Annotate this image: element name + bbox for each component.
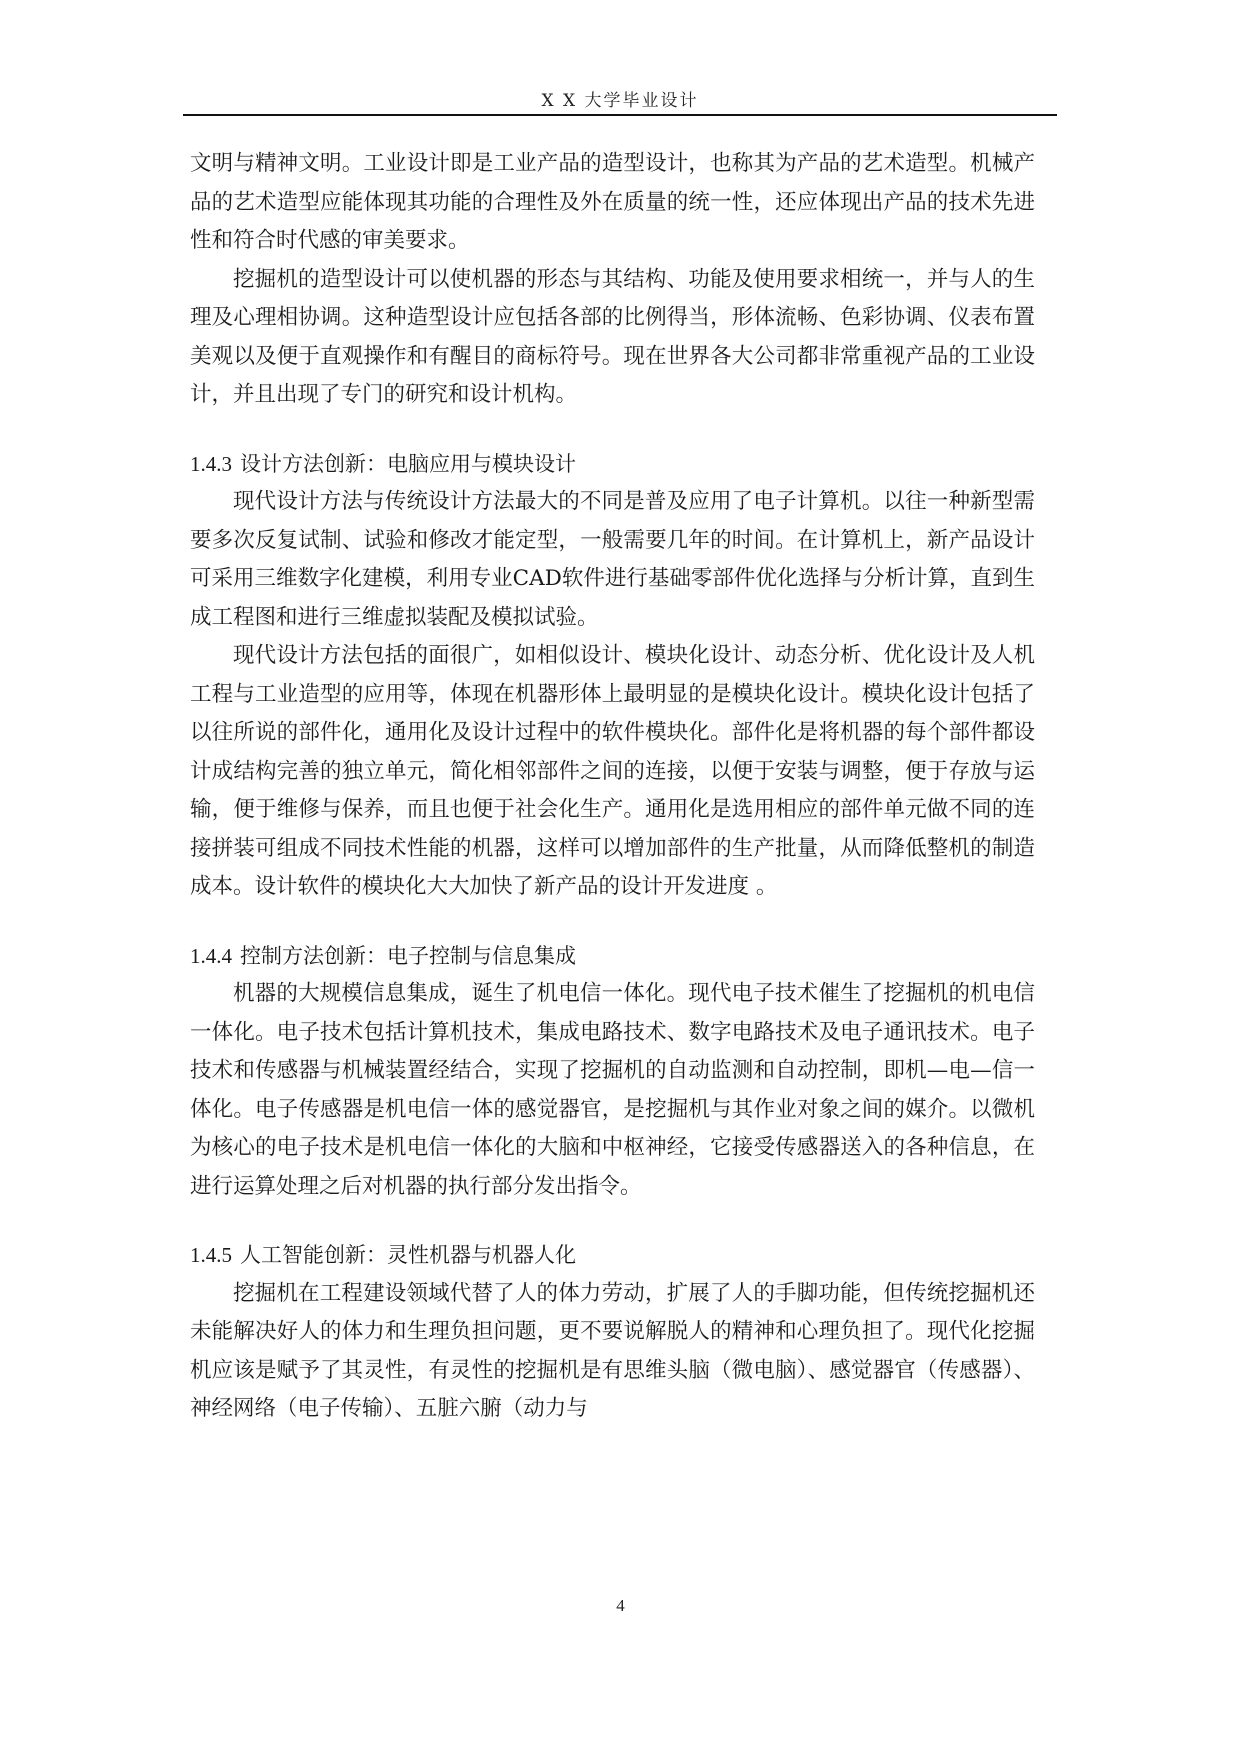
section-number: 1.4.5 — [190, 1243, 232, 1267]
section-title: 控制方法创新：电子控制与信息集成 — [240, 943, 576, 968]
section-number: 1.4.4 — [190, 943, 232, 968]
body-paragraph: 文明与精神文明。工业设计即是工业产品的造型设计，也称其为产品的艺术造型。机械产品的艺术造型应能体现其功能的合理性及外在质量的统一性，还应体现出产品的技术先进性和符合时代感的审美要求。 — [190, 151, 1035, 253]
page-header-title: X X 大学毕业设计 — [541, 91, 699, 111]
body-paragraph: 机器的大规模信息集成，诞生了机电信一体化。现代电子技术催生了挖掘机的机电信一体化。电子技术包括计算机技术，集成电路技术、数字电路技术及电子通讯技术。电子技术和传感器与机械装置经结合，实现了挖掘机的自动监测和自动控制，即机—电—信一体化。电子传感器是机电信一体的感觉器官，是挖掘机与其作业对象之间的媒介。以微机为核心的电子技术是机电信一体化的大脑和中枢神经，它接受传感器送入的各种信息，在进行运算处理之后对机器的执行部分发出指令。 — [190, 981, 1035, 1199]
section-title: 人工智能创新：灵性机器与机器人化 — [240, 1243, 576, 1267]
section-heading-1-4-5 — [190, 1236, 1035, 1275]
body-paragraph: 挖掘机的造型设计可以使机器的形态与其结构、功能及使用要求相统一，并与人的生理及心理相协调。这种造型设计应包括各部的比例得当，形体流畅、色彩协调、仪表布置美观以及便于直观操作和有醒目的商标符号。现在世界各大公司都非常重视产品的工业设计，并且出现了专门的研究和设计机构。 — [190, 266, 1035, 407]
body-paragraph: 现代设计方法包括的面很广，如相似设计、模块化设计、动态分析、优化设计及人机工程与工业造型的应用等，体现在机器形体上最明显的是模块化设计。模块化设计包括了以往所说的部件化，通用化及设计过程中的软件模块化。部件化是将机器的每个部件都设计成结构完善的独立单元，简化相邻部件之间的连接，以便于安装与调整，便于存放与运输，便于维修与保养，而且也便于社会化生产。通用化是选用相应的部件单元做不同的连接拼装可组成不同技术性能的机器，这样可以增加部件的生产批量，从而降低整机的制造成本。设计软件的模块化大大加快了新产品的设计开发进度 。 — [190, 643, 1035, 899]
body-paragraph: 挖掘机在工程建设领域代替了人的体力劳动，扩展了人的手脚功能，但传统挖掘机还未能解决好人的体力和生理负担问题，更不要说解脱人的精神和心理负担了。现代化挖掘机应该是赋予了其灵性，有灵性的挖掘机是有思维头脑（微电脑）、感觉器官（传感器）、神经网络（电子传输）、五脏六腑（动力与 — [190, 1280, 1035, 1421]
page-body — [190, 145, 1035, 1429]
body-paragraph: 现代设计方法与传统设计方法最大的不同是普及应用了电子计算机。以往一种新型需要多次反复试制、试验和修改才能定型，一般需要几年的时间。在计算机上，新产品设计可采用三维数字化建模，利用专业CAD软件进行基础零部件优化选择与分析计算，直到生成工程图和进行三维虚拟装配及模拟试验。 — [190, 489, 1036, 630]
section-heading-1-4-4 — [190, 937, 1035, 976]
section-title: 设计方法创新：电脑应用与模块设计 — [240, 451, 576, 476]
page-number: 4 — [616, 1596, 625, 1615]
header-divider — [183, 114, 1057, 116]
section-number: 1.4.3 — [190, 451, 232, 476]
section-heading-1-4-3 — [190, 445, 1035, 484]
